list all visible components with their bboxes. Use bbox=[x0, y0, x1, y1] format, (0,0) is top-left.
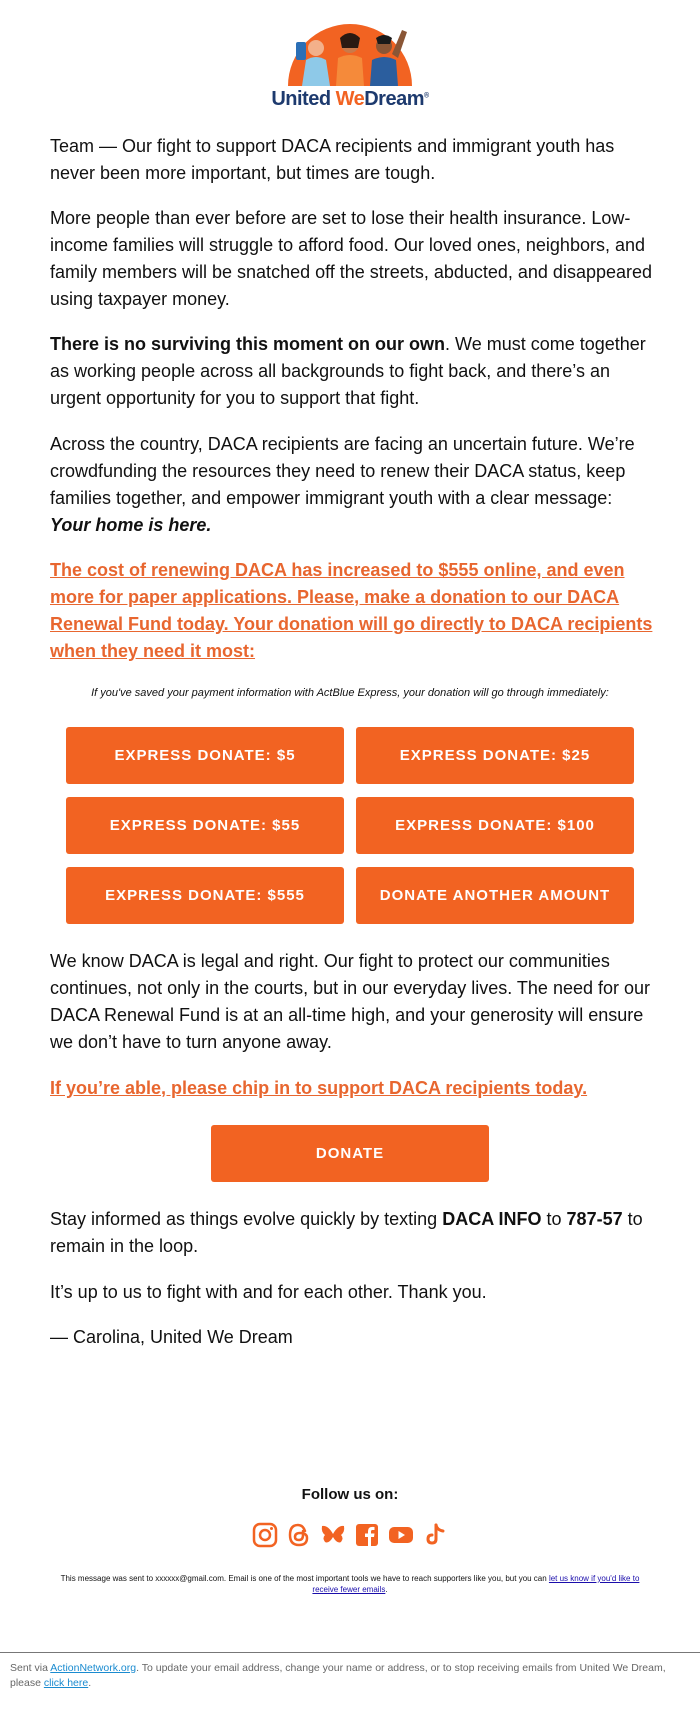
text-keyword: DACA INFO bbox=[442, 1209, 542, 1229]
footer-text-c: . bbox=[88, 1677, 92, 1689]
legal-paragraph: We know DACA is legal and right. Our fight to protect our communities continues, not only in the courts, but in our everyday lives. The need for our DACA Renewal Fund is at an all-time high, and your generosity will ensure we don’t have to turn anyone away. bbox=[50, 951, 651, 1052]
text-shortcode: 787-57 bbox=[566, 1209, 623, 1229]
logo-we: We bbox=[335, 88, 365, 110]
tiktok-icon[interactable] bbox=[422, 1522, 448, 1548]
threads-icon[interactable] bbox=[286, 1522, 312, 1548]
fewer-emails-link[interactable]: let us know if you'd like to receive fewer emails bbox=[312, 1574, 640, 1594]
express-donate-25-button[interactable]: EXPRESS DONATE: $25 bbox=[356, 727, 634, 784]
logo-illustration bbox=[266, 24, 434, 88]
text-info-c: to bbox=[541, 1209, 567, 1229]
express-note: If you've saved your payment information with ActBlue Express, your donation will go through immediately: bbox=[91, 687, 609, 699]
footer-divider bbox=[0, 1652, 700, 1653]
text-info-d: to remain in the loop. bbox=[50, 1209, 643, 1256]
social-icons bbox=[252, 1522, 448, 1548]
express-donate-5-button[interactable]: EXPRESS DONATE: $5 bbox=[66, 727, 344, 784]
youtube-icon[interactable] bbox=[388, 1522, 414, 1548]
actionnetwork-link[interactable]: ActionNetwork.org bbox=[50, 1662, 137, 1674]
fine-print bbox=[50, 1573, 650, 1595]
together-rest: . We must come together as working people across all backgrounds to fight back, and there’s an urgent opportunity for you to support that fight. bbox=[50, 334, 646, 408]
text-info-a: Stay informed as things evolve quickly by texting bbox=[50, 1209, 443, 1229]
logo-wordmark bbox=[266, 88, 434, 111]
bluesky-icon[interactable] bbox=[320, 1522, 346, 1548]
chip-in-link[interactable]: If you’re able, please chip in to support DACA recipients today. bbox=[50, 1078, 588, 1098]
together-bold: There is no surviving this moment on our own bbox=[50, 334, 446, 354]
thanks-paragraph: It’s up to us to fight with and for each other. Thank you. bbox=[50, 1282, 487, 1302]
donate-button[interactable]: DONATE bbox=[211, 1125, 489, 1182]
express-donate-100-button[interactable]: EXPRESS DONATE: $100 bbox=[356, 797, 634, 854]
signature: — Carolina, United We Dream bbox=[50, 1327, 293, 1347]
logo-registered: ® bbox=[424, 92, 429, 100]
click-here-link[interactable]: click here bbox=[43, 1677, 89, 1689]
intro-paragraph: Team — Our fight to support DACA recipients and immigrant youth has never been more important, but times are tough. bbox=[50, 136, 615, 183]
instagram-icon[interactable] bbox=[252, 1522, 278, 1548]
text-info-paragraph bbox=[50, 1206, 660, 1260]
footer bbox=[10, 1661, 670, 1691]
crowdfund-paragraph bbox=[50, 431, 660, 539]
home-message: Your home is here. bbox=[50, 515, 212, 535]
follow-title: Follow us on: bbox=[301, 1486, 399, 1503]
crowdfund-text: Across the country, DACA recipients are facing an uncertain future. We’re crowdfunding the resources they need to renew their DACA status, keep families together, and empower immigrant youth with a clear message: bbox=[50, 434, 635, 508]
footer-text-a: Sent via bbox=[10, 1662, 51, 1674]
express-donate-55-button[interactable]: EXPRESS DONATE: $55 bbox=[66, 797, 344, 854]
chip-in-paragraph bbox=[50, 1075, 660, 1102]
renewal-fund-link[interactable]: The cost of renewing DACA has increased to $555 online, and even more for paper applications. Please, make a donation to our DACA Renewal Fund today. Your donation will go directly to DACA recipients when they need it most: bbox=[50, 560, 653, 661]
logo bbox=[266, 24, 434, 114]
logo-united: United bbox=[271, 88, 331, 110]
fine-print-end: . bbox=[385, 1585, 388, 1594]
donate-another-amount-button[interactable]: DONATE ANOTHER AMOUNT bbox=[356, 867, 634, 924]
threat-paragraph: More people than ever before are set to lose their health insurance. Low-income families will struggle to afford food. Our loved ones, neighbors, and family members will be snatched off the streets, abducted, and disappeared using taxpayer money. bbox=[50, 208, 653, 309]
cost-paragraph bbox=[50, 557, 660, 665]
footer-text-b: . To update your email address, change your name or address, or to stop receiving emails from United We Dream, please bbox=[10, 1662, 666, 1689]
logo-dream: Dream bbox=[364, 88, 424, 110]
facebook-icon[interactable] bbox=[354, 1522, 380, 1548]
express-donate-555-button[interactable]: EXPRESS DONATE: $555 bbox=[66, 867, 344, 924]
fine-print-text: This message was sent to xxxxxx@gmail.com. Email is one of the most important tools we have to reach supporters like you, but you can bbox=[60, 1574, 549, 1583]
together-paragraph bbox=[50, 331, 660, 412]
